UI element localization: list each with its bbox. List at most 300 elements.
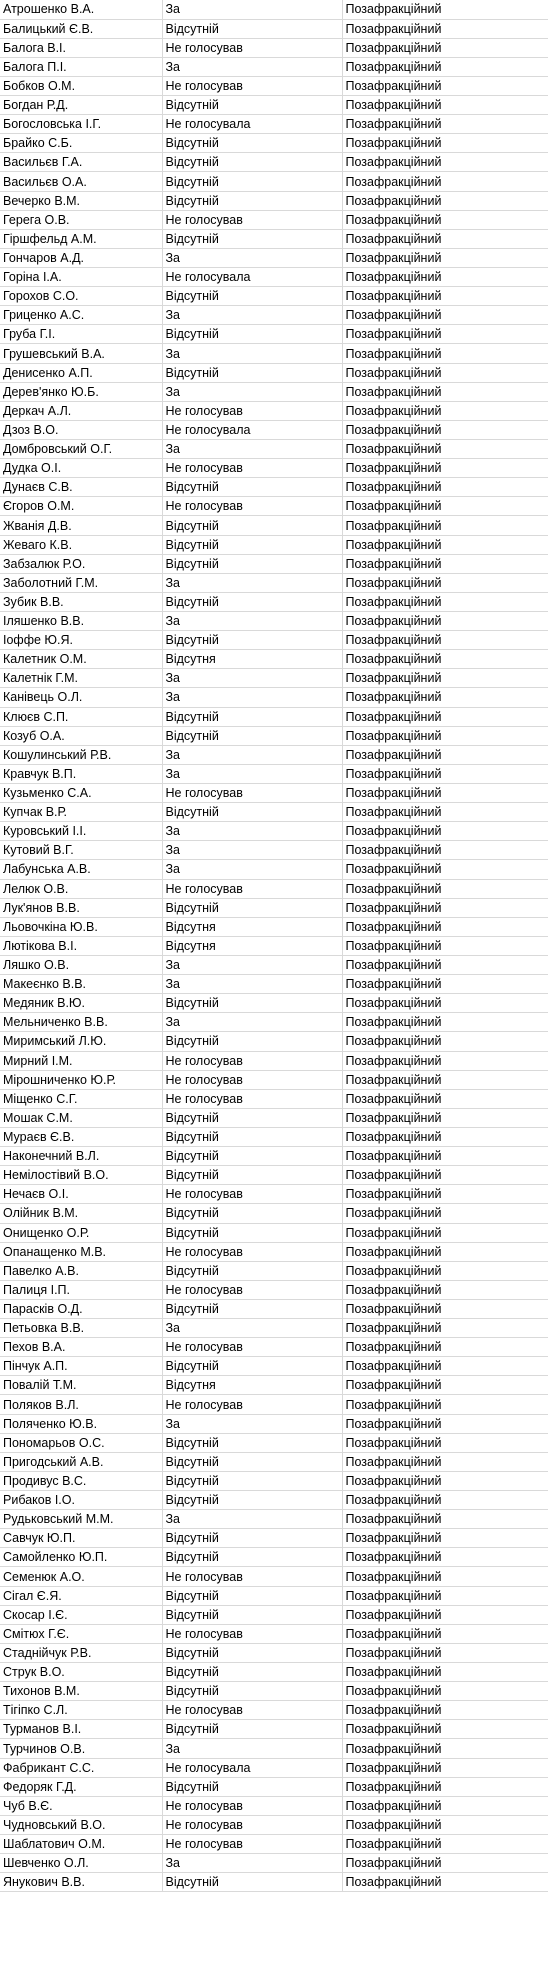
deputy-name-cell: Олійник В.М. (0, 1204, 162, 1223)
table-row (0, 1682, 548, 1701)
vote-result-cell: Не голосував (162, 401, 342, 420)
table-row (0, 1815, 548, 1834)
vote-result-cell: Відсутній (162, 898, 342, 917)
table-row (0, 688, 548, 707)
vote-result-cell: За (162, 1510, 342, 1529)
deputy-name-cell: Повалій Т.М. (0, 1376, 162, 1395)
table-row (0, 707, 548, 726)
vote-result-cell: Відсутній (162, 229, 342, 248)
faction-cell: Позафракційний (342, 325, 548, 344)
deputy-name-cell: Чуб В.Є. (0, 1796, 162, 1815)
faction-cell: Позафракційний (342, 917, 548, 936)
faction-cell: Позафракційний (342, 975, 548, 994)
faction-cell: Позафракційний (342, 1319, 548, 1338)
faction-cell: Позафракційний (342, 363, 548, 382)
vote-result-cell: Відсутній (162, 1166, 342, 1185)
table-row (0, 401, 548, 420)
table-row (0, 268, 548, 287)
table-row (0, 1586, 548, 1605)
faction-cell: Позафракційний (342, 1185, 548, 1204)
vote-result-cell: Відсутня (162, 1376, 342, 1395)
deputy-name-cell: Рудьковський М.М. (0, 1510, 162, 1529)
table-row (0, 210, 548, 229)
table-row (0, 497, 548, 516)
vote-result-cell: Відсутній (162, 554, 342, 573)
table-row (0, 1567, 548, 1586)
faction-cell: Позафракційний (342, 229, 548, 248)
deputy-name-cell: Мошак С.М. (0, 1108, 162, 1127)
vote-result-cell: За (162, 841, 342, 860)
vote-result-cell: За (162, 822, 342, 841)
vote-result-cell: Відсутній (162, 1452, 342, 1471)
deputy-name-cell: Наконечний В.Л. (0, 1147, 162, 1166)
deputy-name-cell: Грушевський В.А. (0, 344, 162, 363)
vote-result-cell: Не голосував (162, 1185, 342, 1204)
table-row (0, 1739, 548, 1758)
table-row (0, 19, 548, 38)
vote-result-cell: Не голосував (162, 1835, 342, 1854)
deputy-name-cell: Васильєв О.А. (0, 172, 162, 191)
vote-result-cell: Відсутній (162, 363, 342, 382)
faction-cell: Позафракційний (342, 1032, 548, 1051)
table-row (0, 631, 548, 650)
faction-cell: Позафракційний (342, 573, 548, 592)
table-row (0, 975, 548, 994)
deputy-name-cell: Тігіпко С.Л. (0, 1701, 162, 1720)
vote-result-cell: За (162, 1013, 342, 1032)
faction-cell: Позафракційний (342, 1548, 548, 1567)
faction-cell: Позафракційний (342, 1147, 548, 1166)
vote-result-cell: Відсутня (162, 917, 342, 936)
vote-result-cell: Не голосував (162, 1701, 342, 1720)
faction-cell: Позафракційний (342, 38, 548, 57)
deputy-name-cell: Гіршфельд А.М. (0, 229, 162, 248)
vote-result-cell: Відсутній (162, 1491, 342, 1510)
table-row (0, 1051, 548, 1070)
table-row (0, 1433, 548, 1452)
deputy-name-cell: Павелко А.В. (0, 1261, 162, 1280)
vote-result-cell: Не голосував (162, 497, 342, 516)
deputy-name-cell: Льовочкіна Ю.В. (0, 917, 162, 936)
table-row (0, 1395, 548, 1414)
vote-result-cell: Не голосував (162, 783, 342, 802)
faction-cell: Позафракційний (342, 650, 548, 669)
table-row (0, 803, 548, 822)
table-row (0, 1261, 548, 1280)
faction-cell: Позафракційний (342, 1299, 548, 1318)
faction-cell: Позафракційний (342, 19, 548, 38)
deputy-name-cell: Балога П.І. (0, 57, 162, 76)
table-row (0, 936, 548, 955)
deputy-name-cell: Чудновський В.О. (0, 1815, 162, 1834)
deputy-name-cell: Турчинов О.В. (0, 1739, 162, 1758)
table-row (0, 38, 548, 57)
faction-cell: Позафракційний (342, 1643, 548, 1662)
table-row (0, 592, 548, 611)
faction-cell: Позафракційний (342, 1720, 548, 1739)
deputy-name-cell: Палиця І.П. (0, 1280, 162, 1299)
table-row (0, 1223, 548, 1242)
deputy-name-cell: Кузьменко С.А. (0, 783, 162, 802)
table-row (0, 459, 548, 478)
vote-result-cell: За (162, 1739, 342, 1758)
table-row (0, 1299, 548, 1318)
table-row (0, 1127, 548, 1146)
table-row (0, 1185, 548, 1204)
faction-cell: Позафракційний (342, 1471, 548, 1490)
table-row (0, 745, 548, 764)
faction-cell: Позафракційний (342, 1758, 548, 1777)
vote-result-cell: Не голосував (162, 1089, 342, 1108)
deputy-name-cell: Гриценко А.С. (0, 306, 162, 325)
deputy-name-cell: Мельниченко В.В. (0, 1013, 162, 1032)
vote-result-cell: Не голосував (162, 459, 342, 478)
table-row (0, 1854, 548, 1873)
faction-cell: Позафракційний (342, 1624, 548, 1643)
faction-cell: Позафракційний (342, 822, 548, 841)
vote-result-cell: Відсутній (162, 1204, 342, 1223)
faction-cell: Позафракційний (342, 306, 548, 325)
table-row (0, 1089, 548, 1108)
faction-cell: Позафракційний (342, 1605, 548, 1624)
vote-result-cell: Відсутній (162, 1261, 342, 1280)
deputy-name-cell: Пехов В.А. (0, 1338, 162, 1357)
deputy-name-cell: Скосар І.Є. (0, 1605, 162, 1624)
table-row (0, 96, 548, 115)
table-row (0, 1548, 548, 1567)
table-row (0, 669, 548, 688)
vote-result-cell: За (162, 1854, 342, 1873)
faction-cell: Позафракційний (342, 879, 548, 898)
deputy-name-cell: Гончаров А.Д. (0, 248, 162, 267)
faction-cell: Позафракційний (342, 1586, 548, 1605)
deputy-name-cell: Мураєв Є.В. (0, 1127, 162, 1146)
deputy-name-cell: Вечерко В.М. (0, 191, 162, 210)
deputy-name-cell: Немілостівий В.О. (0, 1166, 162, 1185)
deputy-name-cell: Герега О.В. (0, 210, 162, 229)
vote-result-cell: Відсутній (162, 1032, 342, 1051)
faction-cell: Позафракційний (342, 96, 548, 115)
faction-cell: Позафракційний (342, 955, 548, 974)
deputy-name-cell: Горіна І.А. (0, 268, 162, 287)
faction-cell: Позафракційний (342, 1854, 548, 1873)
table-row (0, 229, 548, 248)
faction-cell: Позафракційний (342, 440, 548, 459)
table-row (0, 1319, 548, 1338)
faction-cell: Позафракційний (342, 1261, 548, 1280)
faction-cell: Позафракційний (342, 497, 548, 516)
deputy-name-cell: Ляшко О.В. (0, 955, 162, 974)
vote-result-cell: Не голосував (162, 1051, 342, 1070)
table-row (0, 1414, 548, 1433)
vote-result-cell: За (162, 0, 342, 19)
vote-result-cell: Відсутній (162, 478, 342, 497)
faction-cell: Позафракційний (342, 1452, 548, 1471)
vote-result-cell: Не голосував (162, 210, 342, 229)
vote-result-cell: Не голосувала (162, 420, 342, 439)
faction-cell: Позафракційний (342, 210, 548, 229)
faction-cell: Позафракційний (342, 1280, 548, 1299)
faction-cell: Позафракційний (342, 1089, 548, 1108)
deputy-name-cell: Поляков В.Л. (0, 1395, 162, 1414)
deputy-name-cell: Богдан Р.Д. (0, 96, 162, 115)
faction-cell: Позафракційний (342, 344, 548, 363)
faction-cell: Позафракційний (342, 841, 548, 860)
deputy-name-cell: Парасків О.Д. (0, 1299, 162, 1318)
faction-cell: Позафракційний (342, 1777, 548, 1796)
faction-cell: Позафракційний (342, 1051, 548, 1070)
faction-cell: Позафракційний (342, 1491, 548, 1510)
faction-cell: Позафракційний (342, 1223, 548, 1242)
faction-cell: Позафракційний (342, 1815, 548, 1834)
deputy-name-cell: Клюєв С.П. (0, 707, 162, 726)
faction-cell: Позафракційний (342, 1739, 548, 1758)
faction-cell: Позафракційний (342, 1529, 548, 1548)
vote-result-cell: Відсутній (162, 592, 342, 611)
deputy-name-cell: Рибаков І.О. (0, 1491, 162, 1510)
table-row (0, 1147, 548, 1166)
vote-result-cell: Не голосував (162, 1815, 342, 1834)
table-row (0, 1796, 548, 1815)
table-row (0, 1070, 548, 1089)
deputy-name-cell: Янукович В.В. (0, 1873, 162, 1892)
vote-result-cell: Відсутній (162, 726, 342, 745)
vote-result-cell: Не голосувала (162, 268, 342, 287)
vote-result-cell: За (162, 573, 342, 592)
table-row (0, 726, 548, 745)
faction-cell: Позафракційний (342, 803, 548, 822)
table-row (0, 1701, 548, 1720)
faction-cell: Позафракційний (342, 57, 548, 76)
table-row (0, 783, 548, 802)
vote-result-cell: Відсутній (162, 1548, 342, 1567)
vote-result-cell: Не голосував (162, 879, 342, 898)
deputy-name-cell: Заболотний Г.М. (0, 573, 162, 592)
faction-cell: Позафракційний (342, 994, 548, 1013)
deputy-name-cell: Горохов С.О. (0, 287, 162, 306)
vote-result-cell: Відсутній (162, 1873, 342, 1892)
faction-cell: Позафракційний (342, 1796, 548, 1815)
vote-result-cell: Не голосував (162, 1338, 342, 1357)
deputy-name-cell: Зубик В.В. (0, 592, 162, 611)
deputy-name-cell: Самойленко Ю.П. (0, 1548, 162, 1567)
table-row (0, 153, 548, 172)
vote-result-cell: Відсутній (162, 172, 342, 191)
faction-cell: Позафракційний (342, 1338, 548, 1357)
vote-result-cell: Не голосував (162, 76, 342, 95)
deputy-name-cell: Калетник О.М. (0, 650, 162, 669)
deputy-name-cell: Нечаєв О.І. (0, 1185, 162, 1204)
faction-cell: Позафракційний (342, 1682, 548, 1701)
table-row (0, 1873, 548, 1892)
deputy-name-cell: Шаблатович О.М. (0, 1835, 162, 1854)
table-row (0, 1605, 548, 1624)
table-row (0, 1529, 548, 1548)
table-row (0, 134, 548, 153)
vote-result-cell: Відсутній (162, 1643, 342, 1662)
vote-result-cell: За (162, 440, 342, 459)
deputy-name-cell: Онищенко О.Р. (0, 1223, 162, 1242)
vote-result-cell: Відсутній (162, 1127, 342, 1146)
vote-result-cell: Відсутній (162, 1108, 342, 1127)
faction-cell: Позафракційний (342, 478, 548, 497)
faction-cell: Позафракційний (342, 726, 548, 745)
deputy-name-cell: Бобков О.М. (0, 76, 162, 95)
deputy-name-cell: Іоффе Ю.Я. (0, 631, 162, 650)
table-row (0, 325, 548, 344)
faction-cell: Позафракційний (342, 1663, 548, 1682)
deputy-name-cell: Лабунська А.В. (0, 860, 162, 879)
vote-result-cell: Не голосував (162, 1624, 342, 1643)
vote-result-cell: Відсутній (162, 287, 342, 306)
vote-result-cell: Відсутній (162, 631, 342, 650)
faction-cell: Позафракційний (342, 1701, 548, 1720)
deputy-name-cell: Продивус В.С. (0, 1471, 162, 1490)
table-row (0, 1280, 548, 1299)
deputy-name-cell: Груба Г.І. (0, 325, 162, 344)
vote-result-cell: Не голосувала (162, 115, 342, 134)
deputy-name-cell: Тихонов В.М. (0, 1682, 162, 1701)
vote-result-cell: За (162, 1414, 342, 1433)
deputy-name-cell: Куровський І.І. (0, 822, 162, 841)
deputy-name-cell: Лук'янов В.В. (0, 898, 162, 917)
deputy-name-cell: Турманов В.І. (0, 1720, 162, 1739)
table-row (0, 440, 548, 459)
deputy-name-cell: Семенюк А.О. (0, 1567, 162, 1586)
vote-result-cell: Не голосував (162, 1796, 342, 1815)
deputy-name-cell: Балога В.І. (0, 38, 162, 57)
faction-cell: Позафракційний (342, 688, 548, 707)
table-row (0, 1338, 548, 1357)
table-row (0, 860, 548, 879)
faction-cell: Позафракційний (342, 745, 548, 764)
faction-cell: Позафракційний (342, 516, 548, 535)
faction-cell: Позафракційний (342, 459, 548, 478)
deputy-name-cell: Пономарьов О.С. (0, 1433, 162, 1452)
table-row (0, 1452, 548, 1471)
deputy-name-cell: Домбровський О.Г. (0, 440, 162, 459)
faction-cell: Позафракційний (342, 1166, 548, 1185)
faction-cell: Позафракційний (342, 535, 548, 554)
faction-cell: Позафракційний (342, 1433, 548, 1452)
vote-result-cell: Не голосував (162, 38, 342, 57)
faction-cell: Позафракційний (342, 707, 548, 726)
deputy-name-cell: Кравчук В.П. (0, 764, 162, 783)
table-row (0, 363, 548, 382)
table-row (0, 1013, 548, 1032)
table-row (0, 841, 548, 860)
table-row (0, 1835, 548, 1854)
deputy-name-cell: Міщенко С.Г. (0, 1089, 162, 1108)
deputy-name-cell: Жеваго К.В. (0, 535, 162, 554)
faction-cell: Позафракційний (342, 1070, 548, 1089)
table-row (0, 344, 548, 363)
faction-cell: Позафракційний (342, 1567, 548, 1586)
table-row (0, 955, 548, 974)
table-row (0, 535, 548, 554)
deputy-name-cell: Мірошниченко Ю.Р. (0, 1070, 162, 1089)
vote-result-cell: Відсутній (162, 325, 342, 344)
faction-cell: Позафракційний (342, 115, 548, 134)
faction-cell: Позафракційний (342, 1395, 548, 1414)
deputy-name-cell: Козуб О.А. (0, 726, 162, 745)
table-row (0, 1357, 548, 1376)
table-row (0, 248, 548, 267)
vote-result-cell: Відсутня (162, 936, 342, 955)
faction-cell: Позафракційний (342, 860, 548, 879)
table-row (0, 516, 548, 535)
table-row (0, 1777, 548, 1796)
vote-result-cell: Відсутній (162, 1720, 342, 1739)
deputy-name-cell: Петьовка В.В. (0, 1319, 162, 1338)
vote-result-cell: Відсутній (162, 535, 342, 554)
deputy-name-cell: Фабрикант С.С. (0, 1758, 162, 1777)
table-row (0, 650, 548, 669)
faction-cell: Позафракційний (342, 1873, 548, 1892)
faction-cell: Позафракційний (342, 554, 548, 573)
faction-cell: Позафракційний (342, 248, 548, 267)
vote-result-cell: За (162, 669, 342, 688)
faction-cell: Позафракційний (342, 76, 548, 95)
vote-result-cell: Відсутній (162, 707, 342, 726)
faction-cell: Позафракційний (342, 191, 548, 210)
deputy-name-cell: Миримський Л.Ю. (0, 1032, 162, 1051)
deputy-name-cell: Пригодський А.В. (0, 1452, 162, 1471)
faction-cell: Позафракційний (342, 764, 548, 783)
table-row (0, 1491, 548, 1510)
table-row (0, 306, 548, 325)
vote-result-cell: Відсутній (162, 1605, 342, 1624)
faction-cell: Позафракційний (342, 592, 548, 611)
vote-result-cell: За (162, 382, 342, 401)
vote-result-cell: Відсутній (162, 1433, 342, 1452)
vote-result-cell: За (162, 1319, 342, 1338)
deputy-name-cell: Денисенко А.П. (0, 363, 162, 382)
deputy-name-cell: Єгоров О.М. (0, 497, 162, 516)
faction-cell: Позафракційний (342, 1510, 548, 1529)
table-row (0, 1758, 548, 1777)
vote-result-cell: Відсутній (162, 1471, 342, 1490)
faction-cell: Позафракційний (342, 1013, 548, 1032)
deputy-name-cell: Поляченко Ю.В. (0, 1414, 162, 1433)
table-row (0, 822, 548, 841)
table-row (0, 1032, 548, 1051)
deputy-name-cell: Мирний І.М. (0, 1051, 162, 1070)
faction-cell: Позафракційний (342, 401, 548, 420)
table-row (0, 879, 548, 898)
deputy-name-cell: Савчук Ю.П. (0, 1529, 162, 1548)
table-row (0, 1242, 548, 1261)
vote-result-cell: За (162, 688, 342, 707)
table-row (0, 115, 548, 134)
deputy-name-cell: Забзалюк Р.О. (0, 554, 162, 573)
deputy-name-cell: Медяник В.Ю. (0, 994, 162, 1013)
faction-cell: Позафракційний (342, 1414, 548, 1433)
deputy-name-cell: Брайко С.Б. (0, 134, 162, 153)
vote-result-cell: Відсутній (162, 1147, 342, 1166)
vote-result-cell: Відсутній (162, 1357, 342, 1376)
faction-cell: Позафракційний (342, 783, 548, 802)
deputy-name-cell: Дунаєв С.В. (0, 478, 162, 497)
vote-result-cell: Відсутня (162, 650, 342, 669)
deputy-name-cell: Струк В.О. (0, 1663, 162, 1682)
vote-result-cell: За (162, 764, 342, 783)
faction-cell: Позафракційний (342, 669, 548, 688)
table-row (0, 1204, 548, 1223)
faction-cell: Позафракційний (342, 1357, 548, 1376)
deputy-name-cell: Богословська І.Г. (0, 115, 162, 134)
deputy-name-cell: Федоряк Г.Д. (0, 1777, 162, 1796)
